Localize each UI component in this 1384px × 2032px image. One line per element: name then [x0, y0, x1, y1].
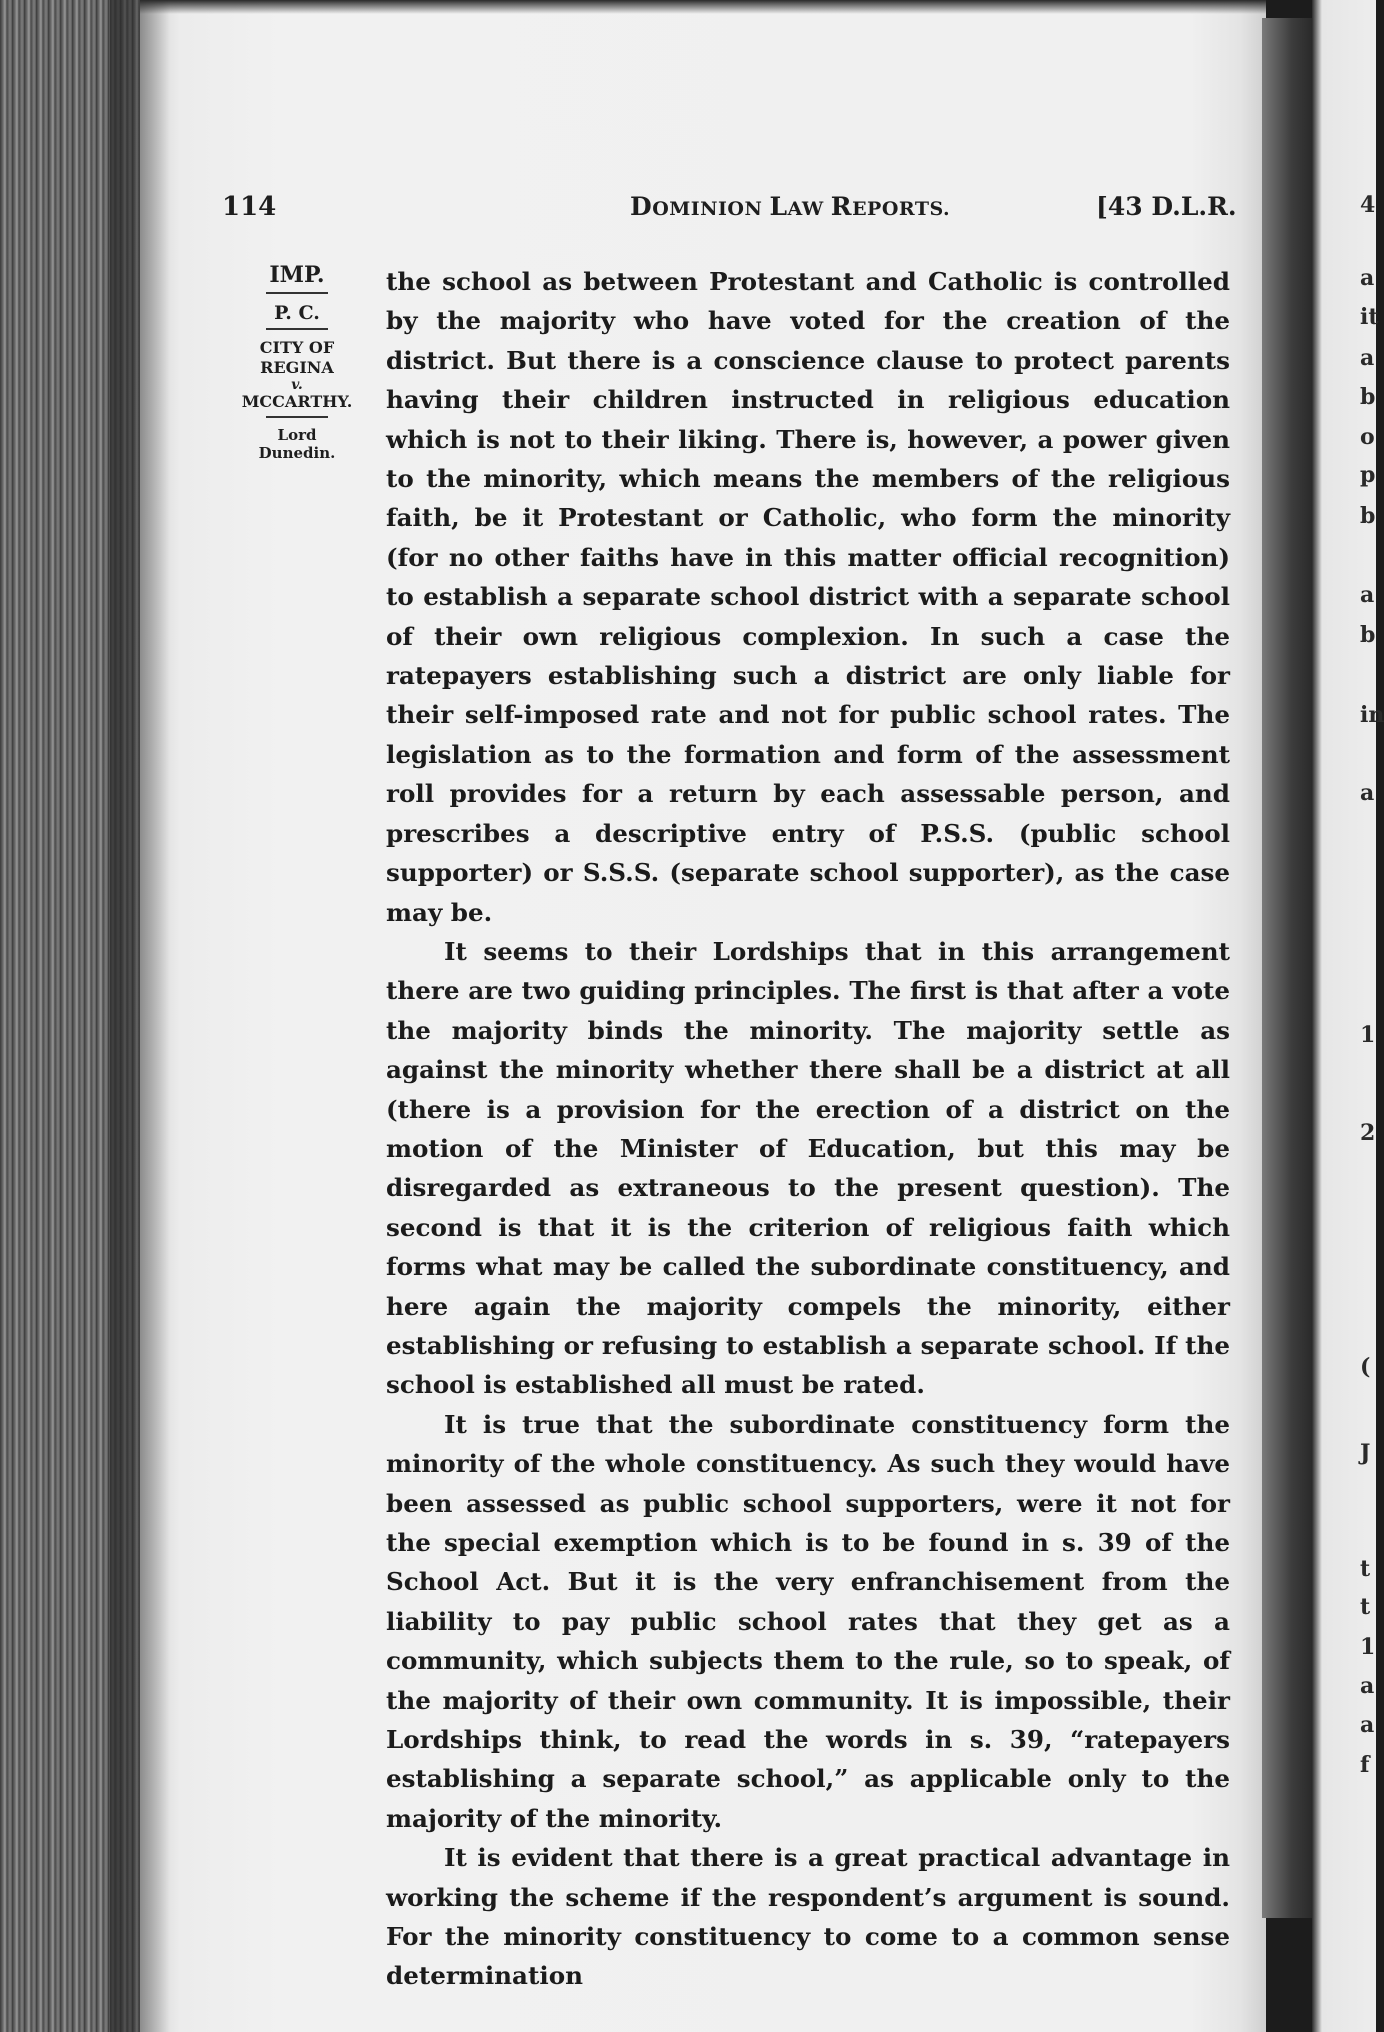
divider — [266, 328, 328, 330]
divider — [266, 292, 328, 294]
court-label: IMP. — [269, 262, 325, 288]
case-versus: v. — [291, 377, 303, 393]
adjacent-page-char: o — [1360, 424, 1375, 450]
adjacent-page-char: f — [1360, 1752, 1370, 1778]
adjacent-page-char: a — [1360, 1712, 1375, 1738]
adjacent-page-char: t — [1360, 1556, 1371, 1582]
page-top-edge — [140, 0, 1266, 14]
adjacent-page-char: a — [1360, 582, 1375, 608]
adjacent-page-char: b — [1360, 384, 1376, 410]
judge-name-line: Dunedin. — [258, 444, 336, 462]
adjacent-page-char: 4 — [1360, 192, 1376, 218]
division-label: P. C. — [274, 302, 320, 324]
paragraph: It is true that the subordinate constituency form the minority of the whole constituency. As such they would have been assessed as public school supporters, were it not for the special exemption which is to be found in s. 39 of the School Act. But it is the very enfranchisement from the liability to pay public school rates that they get as a community, which subjects them to the rule, so to speak, of the majority of their own community. It is impossible, their Lordships think, to read the words in s. 39, “ratepayers establishing a separate school,” as applicable only to the majority of the minority. — [386, 1409, 1230, 1833]
adjacent-page-char: ( — [1360, 1354, 1371, 1380]
running-title — [630, 192, 950, 221]
adjacent-page-char: t — [1360, 1594, 1371, 1620]
gutter-shadow — [110, 0, 170, 2032]
margin-notes — [222, 262, 372, 462]
adjacent-page-char: b — [1360, 622, 1376, 648]
running-title-initial: L — [769, 192, 788, 221]
adjacent-page-char: a — [1360, 1673, 1375, 1699]
volume-reference: [43 D.L.R. — [1096, 192, 1237, 221]
adjacent-page-char: p — [1360, 462, 1376, 488]
paragraph: It is evident that there is a great practical advantage in working the scheme if the respondent’s argument is sound. For the minority constituency to come to a common sense determination — [386, 1843, 1230, 1991]
paragraph: the school as between Protestant and Catholic is controlled by the majority who have voted for the creation of the district. But there is a conscience clause to protect parents having their children instructed in religious education which is not to their liking. There is, however, a power given to the minority, which means the members of the religious faith, be it Protestant or Catholic, who form the minority (for no other faiths have in this matter official recognition) to establish a separate school district with a separate school of their own religious complexion. In such a case the ratepayers establishing such a district are only liable for their self-imposed rate and not for public school rates. The legislation as to the formation and form of the assessment roll provides for a return by each assessable person, and prescribes a descriptive entry of P.S.S. (public school supporter) or S.S.S. (separate school supporter), as the case may be. — [386, 267, 1230, 927]
divider — [266, 416, 328, 418]
adjacent-page-char: a — [1360, 345, 1375, 371]
adjacent-page-char: J — [1360, 1440, 1371, 1466]
adjacent-page-char: 1 — [1360, 1634, 1376, 1660]
adjacent-page-char: 2 — [1360, 1120, 1376, 1146]
case-name-line: MCCARTHY. — [241, 392, 353, 411]
adjacent-page-char: a — [1360, 265, 1375, 291]
adjacent-page-char: it — [1360, 304, 1379, 330]
paragraph: It seems to their Lordships that in this arrangement there are two guiding principles. The first is that after a vote the majority binds the minority. The majority settle as against the minority whether there shall be a district at all (there is a provision for the erection of a district on the motion of the Minister of Education, but this may be disregarded as extraneous to the present question). The second is that it is the criterion of religious faith which forms what may be called the subordinate constituency, and here again the majority compels the minority, either establishing or refusing to establish a separate school. If the school is established all must be rated. — [386, 936, 1230, 1400]
page-number: 114 — [222, 192, 277, 222]
running-title-smallcaps: EPORTS. — [852, 198, 951, 220]
running-title-initial: D — [630, 192, 653, 221]
adjacent-page-char: a — [1360, 780, 1375, 806]
running-head — [0, 192, 1376, 232]
adjacent-page-char: 1 — [1360, 1022, 1376, 1048]
running-title-smallcaps: AW — [787, 198, 831, 220]
judge-name-line: Lord — [277, 426, 317, 444]
running-title-smallcaps: OMINION — [652, 198, 770, 220]
case-name-line: CITY OF — [259, 338, 335, 357]
running-title-initial: R — [830, 192, 853, 221]
adjacent-page-char: b — [1360, 503, 1376, 529]
page-fold-shadow — [1262, 18, 1312, 1918]
case-name-line: REGINA — [260, 358, 334, 377]
body-text — [386, 262, 1230, 1996]
adjacent-page-char: in — [1360, 702, 1384, 728]
